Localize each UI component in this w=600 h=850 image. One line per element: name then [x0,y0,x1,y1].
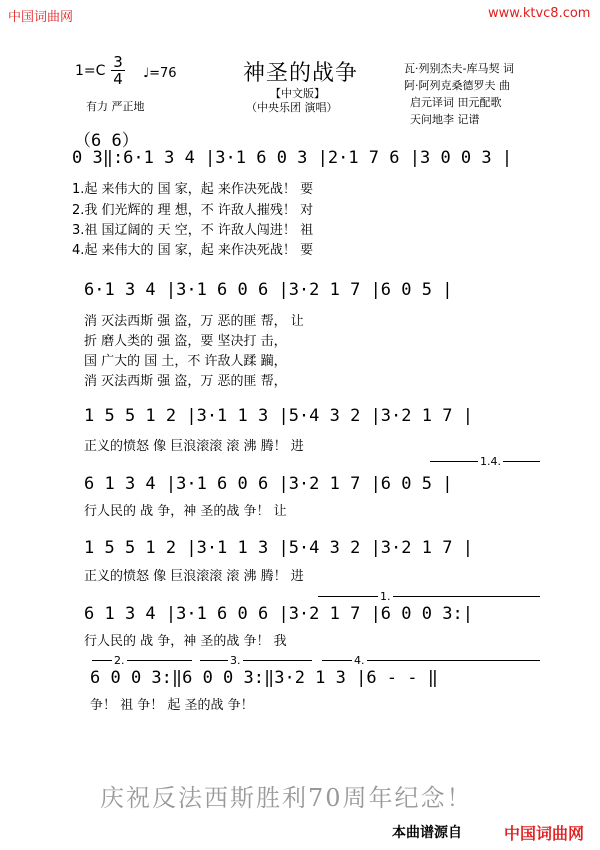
volta-label: 3. [230,654,241,667]
celebration-banner: 庆祝反法西斯胜利70周年纪念！ [100,784,473,812]
credit-lyricist: 瓦·列别杰夫-库马契 词 [404,62,514,75]
time-bottom: 4 [111,70,125,87]
row-1-lyric-verse-1: 1.起 来伟大的 国 家，起 来作决死战！ 要 [72,182,314,197]
credit-composer: 阿·阿列克桑德罗夫 曲 [404,79,510,92]
volta-bracket-line [200,660,312,661]
row-3-lyric: 正义的愤怒 像 巨浪滚滚 滚 沸 腾！ 进 [84,439,304,454]
volta-label: 4. [354,654,365,667]
row-2-lyric-verse-1: 消 灭法西斯 强 盗，万 恶的匪 帮， 让 [84,314,304,329]
brand-link[interactable]: 中国词曲网 [504,824,585,843]
row-2-lyric-verse-3: 国 广大的 国 土，不 许敌人蹂 躏， [84,354,287,369]
volta-label: 1.4. [480,455,501,468]
source-label: 本曲谱源自 [392,825,462,841]
tempo-marking: ♩=76 [143,66,177,81]
time-signature [111,54,125,87]
volta-bracket-line [92,660,192,661]
score-row-3-notes: 1 5 5 1 2 |3·1 1 3 |5·4 3 2 |3·2 1 7 | [84,406,473,426]
site-name-left[interactable]: 中国词曲网 [8,10,74,25]
volta-label: 1. [380,590,391,603]
row-2-lyric-verse-4: 消 灭法西斯 强 盗，万 恶的匪 帮， [84,374,287,389]
pickup-notes: （6 6） [74,131,139,151]
time-top: 3 [113,53,123,71]
credit-translator: 启元译词 田元配歌 [410,96,502,109]
site-url-right[interactable]: www.ktvc8.com [488,6,591,21]
version-label: 【中文版】 [270,87,325,100]
row-1-lyric-verse-4: 4.起 来伟大的 国 家，起 来作决死战！ 要 [72,243,314,258]
row-6-lyric: 行人民的 战 争，神 圣的战 争！ 我 [84,634,287,649]
score-row-1-notes: 0 3‖:6·1 3 4 |3·1 6 0 3 |2·1 7 6 |3 0 0 3 | [72,148,513,168]
credit-transcriber: 天问地李 记谱 [410,113,480,126]
expression-marking: 有力 严正地 [86,100,145,113]
row-5-lyric: 正义的愤怒 像 巨浪滚滚 滚 沸 腾！ 进 [84,569,304,584]
volta-label: 2. [114,654,125,667]
row-4-lyric: 行人民的 战 争，神 圣的战 争！ 让 [84,504,287,519]
score-row-5-notes: 1 5 5 1 2 |3·1 1 3 |5·4 3 2 |3·2 1 7 | [84,538,473,558]
score-row-7-notes: 6 0 0 3:‖6 0 0 3:‖3·2 1 3 |6 - - ‖ [90,668,438,688]
row-2-lyric-verse-2: 折 磨人类的 强 盗，要 坚决打 击， [84,334,287,349]
score-row-2-notes: 6·1 3 4 |3·1 6 0 6 |3·2 1 7 |6 0 5 | [84,280,453,300]
score-row-4-notes: 6 1 3 4 |3·1 6 0 6 |3·2 1 7 |6 0 5 | [84,474,453,494]
performer-label: （中央乐团 演唱） [246,101,338,114]
song-title: 神圣的战争 [243,61,359,86]
row-1-lyric-verse-2: 2.我 们光辉的 理 想，不 许敌人摧残！ 对 [72,203,314,218]
score-row-6-notes: 6 1 3 4 |3·1 6 0 6 |3·2 1 7 |6 0 0 3:| [84,604,473,624]
key-signature: 1=C [75,63,106,79]
volta-bracket-line [318,596,540,597]
row-1-lyric-verse-3: 3.祖 国辽阔的 天 空，不 许敌人闯进！ 祖 [72,223,314,238]
row-7-lyric: 争！ 祖 争！ 起 圣的战 争！ [90,698,254,713]
